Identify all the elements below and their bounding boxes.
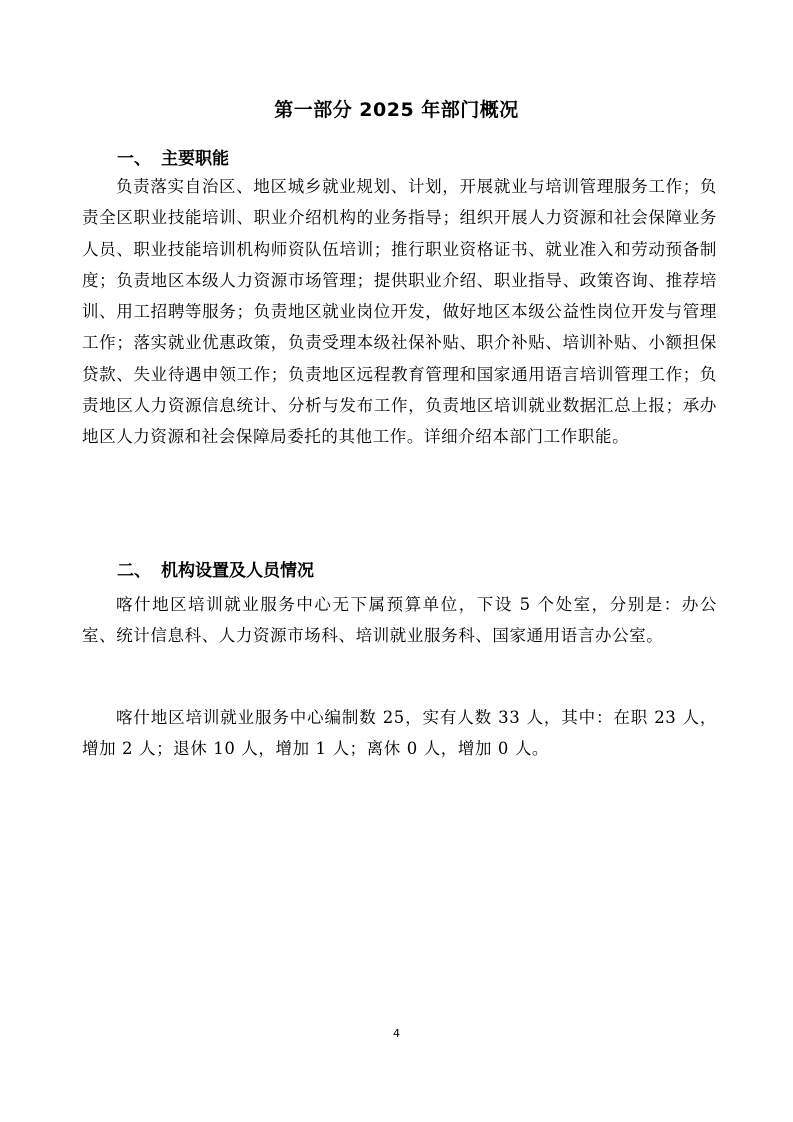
section-heading-functions (117, 147, 229, 171)
paragraph-staffing: 喀什地区培训就业服务中心编制数 25，实有人数 33 人，其中：在职 23 人，增加 2 人；退休 10 人，增加 1 人；离休 0 人，增加 0 人。 (82, 708, 717, 759)
page-number: 4 (393, 1027, 400, 1040)
section-heading-text: 主要职能 (161, 149, 229, 169)
section-number: 一、 (117, 149, 151, 169)
paragraph-organization: 喀什地区培训就业服务中心无下属预算单位，下设 5 个处室，分别是：办公室、统计信息科、人力资源市场科、培训就业服务科、国家通用语言办公室。 (82, 595, 717, 646)
section-heading-text: 机构设置及人员情况 (161, 561, 314, 581)
section-heading-organization (117, 559, 314, 583)
section-number: 二、 (117, 561, 151, 581)
page-title: 第一部分 2025 年部门概况 (274, 99, 519, 121)
paragraph-functions: 负责落实自治区、地区城乡就业规划、计划，开展就业与培训管理服务工作；负责全区职业技能培训、职业介绍机构的业务指导；组织开展人力资源和社会保障业务人员、职业技能培训机构师资队伍培训；推行职业资格证书、就业准入和劳动预备制度；负责地区本级人力资源市场管理；提供职业介绍、职业指导、政策咨询、推荐培训、用工招聘等服务；负责地区就业岗位开发，做好地区本级公益性岗位开发与管理工作；落实就业优惠政策，负责受理本级社保补贴、职介补贴、培训补贴、小额担保贷款、失业待遇申领工作；负责地区远程教育管理和国家通用语言培训管理工作；负责地区人力资源信息统计、分析与发布工作，负责地区培训就业数据汇总上报；承办地区人力资源和社会保障局委托的其他工作。详细介绍本部门工作职能。 (82, 177, 717, 447)
